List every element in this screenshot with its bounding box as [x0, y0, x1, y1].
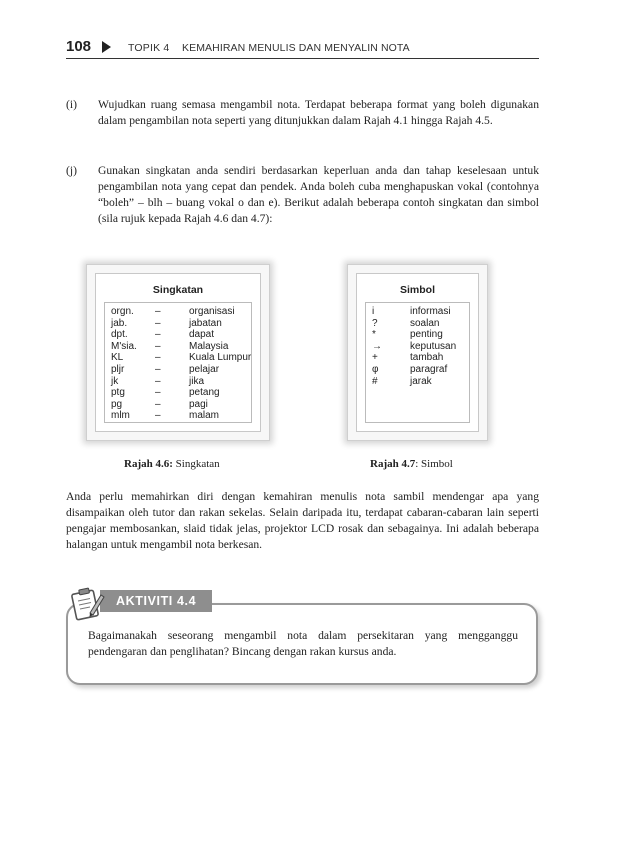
table-row: pljr – pelajar [111, 363, 220, 375]
table-row: mlm – malam [111, 410, 220, 422]
table-row: i informasi [372, 306, 451, 317]
figure-simbol [347, 264, 488, 441]
arrow-right-icon [102, 41, 111, 53]
clipboard-pencil-icon [66, 583, 106, 623]
table-row: ? soalan [372, 317, 440, 329]
list-item-label: (i) [66, 98, 77, 111]
table-row: + tambah [372, 352, 444, 364]
caption-label: Rajah 4.7 [370, 458, 416, 470]
list-item-j [66, 163, 539, 227]
table-row: φ paragraf [372, 363, 448, 375]
list-item-label: (j) [66, 164, 77, 177]
activity-text: Bagaimanakah seseorang mengambil nota dalam persekitaran yang mengganggu pendengaran dan penglihatan? Bincang dengan rakan kursus anda. [88, 629, 518, 658]
table-row: dpt. – dapat [111, 329, 215, 341]
table-row: # jarak [372, 375, 432, 387]
symbol-table [365, 302, 470, 423]
caption-text: : Simbol [415, 458, 453, 470]
figure-title: Simbol [399, 284, 435, 296]
table-row: jk – jika [111, 375, 205, 387]
list-item-text: Gunakan singkatan anda sendiri berdasarkan keperluan anda dan tahap keselesaan untuk pengambilan nota yang cepat dan pendek. Anda boleh cuba menghapuskan vokal (contohnya “boleh” – blh – buang vokal o dan e). Berikut adalah beberapa contoh singkatan dan simbol (sila rujuk kepada Rajah 4.6 dan 4.7): [98, 164, 539, 225]
table-row: KL – Kuala Lumpur [111, 352, 252, 364]
table-row: → keputusan [372, 340, 457, 352]
list-item-text: Wujudkan ruang semasa mengambil nota. Terdapat beberapa format yang boleh digunakan dalam pengambilan nota seperti yang ditunjukkan dalam Rajah 4.1 hingga Rajah 4.5. [98, 98, 539, 127]
caption-text: Singkatan [172, 458, 220, 470]
figure-title: Singkatan [152, 284, 204, 296]
header-title: KEMAHIRAN MENULIS DAN MENYALIN NOTA [182, 42, 410, 54]
table-row: * penting [372, 329, 443, 341]
table-row: M'sia. – Malaysia [111, 340, 229, 352]
activity-title: AKTIVITI 4.4 [116, 594, 197, 608]
caption-label: Rajah 4.6: [124, 458, 173, 470]
figure-caption-4-7 [370, 458, 453, 470]
table-row: ptg – petang [111, 387, 220, 399]
abbreviation-table [104, 302, 252, 423]
activity-title-tab [100, 590, 212, 612]
page-number: 108 [66, 38, 92, 55]
body-paragraph: Anda perlu memahirkan diri dengan kemahiran menulis nota sambil mendengar apa yang disampaikan oleh tutor dan rakan sekelas. Selain daripada itu, terdapat cabaran-cabaran lain seperti pengajar membosankan, slaid tidak jelas, projektor LCD rosak dan sebagainya. Ini adalah beberapa halangan untuk mengambil nota berkesan. [66, 490, 539, 551]
page-header [66, 38, 539, 59]
figure-singkatan [86, 264, 270, 441]
figure-caption-4-6 [124, 458, 220, 470]
header-topic: TOPIK 4 [128, 42, 170, 54]
table-row: pg – pagi [111, 398, 208, 410]
table-row: orgn. – organisasi [111, 306, 235, 317]
list-item-i [66, 97, 539, 129]
table-row: jab. – jabatan [111, 317, 222, 329]
